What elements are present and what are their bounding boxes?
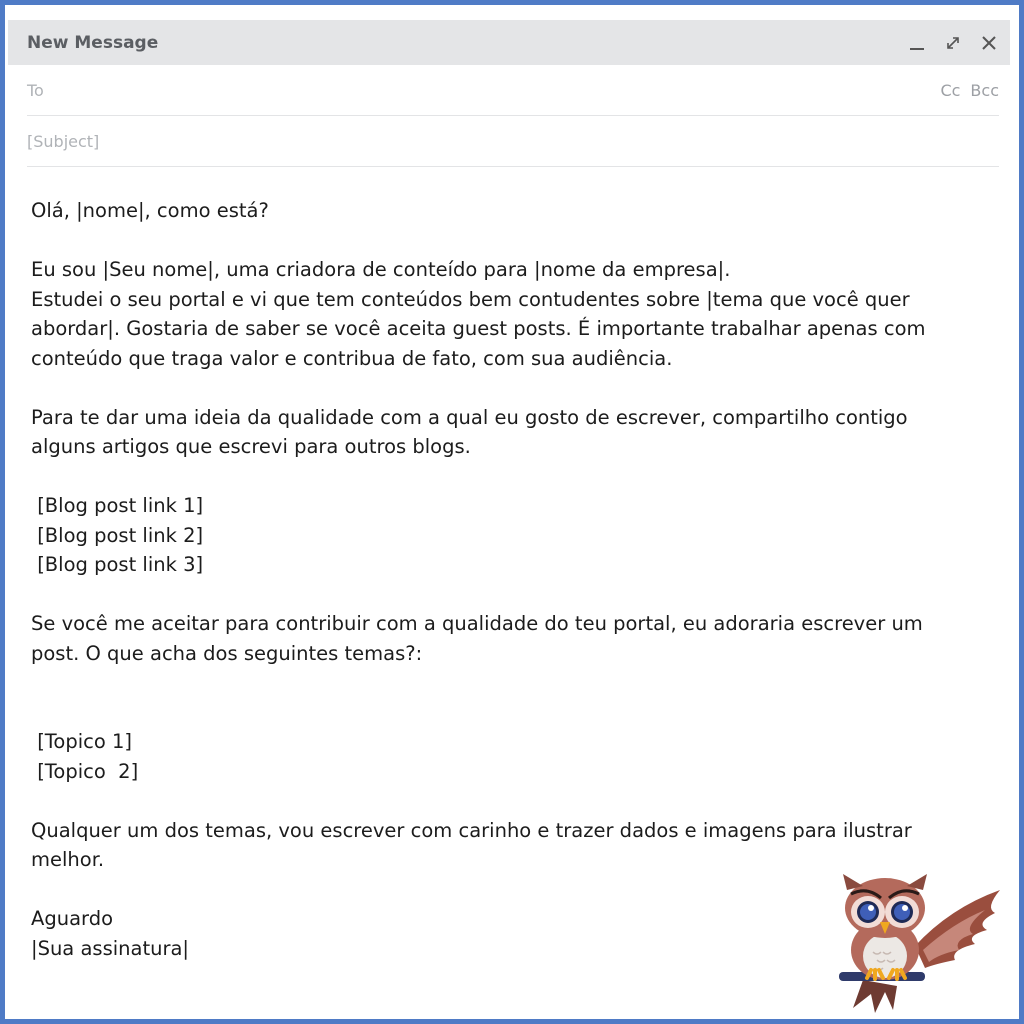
intro-line: conteúdo que traga valor e contribua de fato, com sua audiência. [31, 346, 673, 370]
cc-bcc-links [940, 81, 999, 100]
blank-line [31, 668, 981, 698]
blank-line [31, 698, 981, 728]
to-label: To [27, 81, 44, 100]
intro-line: Estudei o seu portal e vi que tem conteúdos bem contudentes sobre |tema que você quer [31, 287, 910, 311]
window-title: New Message [27, 32, 159, 53]
blank-line [31, 462, 981, 492]
closing-line: Qualquer um dos temas, vou escrever com carinho e trazer dados e imagens para ilustrar [31, 818, 912, 842]
intro-line: abordar|. Gostaria de saber se você aceita guest posts. É importante trabalhar apenas com [31, 317, 926, 340]
bcc-link[interactable]: Bcc [970, 81, 999, 100]
blog-link-item: [Blog post link 1] [31, 494, 204, 517]
blank-line [31, 580, 981, 610]
closing-line: melhor. [31, 848, 105, 871]
window-controls [906, 20, 1000, 65]
samples-intro-line: alguns artigos que escrevi para outros blogs. [31, 435, 471, 458]
blog-link-item: [Blog post link 3] [31, 553, 204, 576]
cc-link[interactable]: Cc [940, 81, 961, 100]
owl-mascot-icon [835, 868, 1005, 1013]
intro-line: Eu sou |Seu nome|, uma criadora de conteído para |nome da empresa|. [31, 258, 731, 281]
to-row [27, 66, 999, 116]
topic-item: [Topico 1] [31, 730, 132, 753]
proposal-line: post. O que acha dos seguintes temas?: [31, 641, 423, 665]
signature-line: |Sua assinatura| [31, 936, 189, 960]
signoff-line: Aguardo [31, 907, 114, 930]
subject-input[interactable] [27, 132, 999, 151]
blank-line [31, 786, 981, 816]
samples-intro-line: Para te dar uma ideia da qualidade com a qual eu gosto de escrever, compartilho contigo [31, 405, 908, 429]
subject-row [27, 117, 999, 167]
message-body[interactable] [31, 196, 981, 963]
to-input[interactable] [54, 81, 941, 100]
greeting-line: Olá, |nome|, como está? [31, 199, 269, 222]
minimize-icon[interactable] [906, 32, 928, 54]
blank-line [31, 373, 981, 403]
blog-link-item: [Blog post link 2] [31, 523, 204, 547]
close-icon[interactable] [978, 32, 1000, 54]
topic-item: [Topico 2] [31, 759, 139, 783]
expand-icon[interactable] [942, 32, 964, 54]
blank-line [31, 226, 981, 256]
compose-title-bar [8, 20, 1010, 65]
proposal-line: Se você me aceitar para contribuir com a qualidade do teu portal, eu adoraria escrever um [31, 612, 923, 635]
